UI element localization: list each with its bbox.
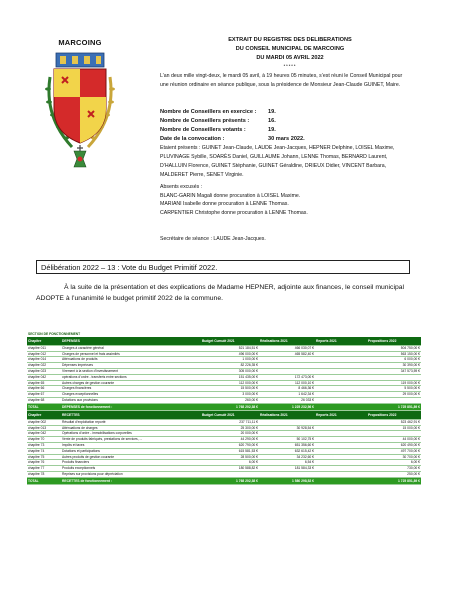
table-cell: chapitre 013 — [27, 425, 61, 431]
table-cell: Dotations aux provisions — [61, 397, 201, 403]
table-cell: 29 000,00 € — [367, 392, 421, 398]
table-cell: 8 466,36 € — [259, 386, 315, 392]
council-counts — [160, 108, 400, 144]
table-cell: 151 435,00 € — [201, 374, 259, 380]
document-header — [190, 36, 390, 68]
absent-item: BLANC-GARIN Magali donne procuration à LOISEL Maxime. — [160, 192, 301, 199]
table-cell: Propositions 2022 — [367, 337, 421, 346]
table-cell: 112 000,10 € — [259, 380, 315, 386]
table-cell — [315, 403, 367, 410]
table-cell: 6,54 € — [259, 460, 315, 466]
table-cell: 563 150,00 € — [367, 351, 421, 357]
count-row — [160, 135, 400, 144]
table-cell: Dotations et participations — [61, 448, 201, 454]
table-cell: Charges financières — [61, 386, 201, 392]
table-cell: 1 000,00 € — [201, 357, 259, 363]
header-line-1: EXTRAIT DU REGISTRE DES DELIBERATIONS — [228, 37, 352, 43]
revenues-header-row — [27, 410, 421, 419]
table-cell: chapitre 011 — [27, 345, 61, 351]
table-cell: RECETTES — [61, 410, 201, 419]
absent-item: MARIANI Isabelle donne procuration à LENNE Thomas. — [160, 201, 289, 207]
count-label: Nombre de Conseillers en exercice : — [160, 109, 257, 115]
table-cell: 172 473,00 € — [259, 374, 315, 380]
table-cell: chapitre 042 — [27, 431, 61, 437]
table-cell: 250,00 € — [367, 471, 421, 477]
absent-item: CARPENTIER Christophe donne procuration à LENNE Thomas. — [160, 209, 308, 216]
table-cell: chapitre 78 — [27, 471, 61, 477]
table-cell: Budget Cumulé 2021 — [201, 410, 259, 419]
table-cell: chapitre 002 — [27, 419, 61, 425]
intro-paragraph: L’an deux mille vingt-deux, le mardi 05 avril, à 19 heures 05 minutes, s’est réuni le Conseil Municipal pour une réunion ordinaire en séance publique, sous la présidence de Monsieur Jean-Claude GUINET, Maire. — [160, 73, 403, 88]
table-cell: 6,00 € — [367, 460, 421, 466]
table-cell: Produits financiers — [61, 460, 201, 466]
table-cell: Chapitre — [27, 410, 61, 419]
table-cell: 1 225 232,56 € — [259, 403, 315, 410]
count-value: 19. — [268, 109, 276, 115]
header-separator: ***** — [283, 63, 297, 68]
table-cell: DEPENSES de fonctionnement : — [61, 403, 201, 410]
table-cell: 44 290,00 € — [201, 437, 259, 443]
table-cell: Reports 2021 — [315, 337, 367, 346]
table-cell: 119 000,00 € — [367, 380, 421, 386]
table-cell: 26 033 € — [259, 397, 315, 403]
table-cell: Atténuations de charges — [61, 425, 201, 431]
table-cell: chapitre 74 — [27, 448, 61, 454]
count-row — [160, 117, 400, 126]
table-cell: 523 462,91 € — [367, 419, 421, 425]
table-cell: 620 490,00 € — [367, 442, 421, 448]
count-row — [160, 126, 400, 135]
coat-of-arms-image — [42, 47, 118, 171]
table-cell: 3 000,00 € — [201, 392, 259, 398]
table-cell: Charges de personnel et frais assimilés — [61, 351, 201, 357]
table-cell: chapitre 66 — [27, 386, 61, 392]
table-cell: 1 725 851,89 € — [367, 477, 421, 484]
table-cell: 28 500,00 € — [201, 454, 259, 460]
table-cell: Vente de produits fabriqués, prestations de services, ... — [61, 437, 201, 443]
table-cell: 181 584,33 € — [259, 466, 315, 472]
expenses-header-row — [27, 337, 421, 346]
table-cell: 1 642,34 € — [259, 392, 315, 398]
table-cell: 82 226,35 € — [201, 363, 259, 369]
budget-table-container — [27, 332, 421, 485]
table-cell: chapitre 042 — [27, 374, 61, 380]
table-cell: Charges à caractère général — [61, 345, 201, 351]
count-value: 30 mars 2022. — [268, 136, 305, 142]
table-cell: Reports 2021 — [315, 410, 367, 419]
revenues-total-row — [27, 477, 421, 484]
table-cell: DEPENSES — [61, 337, 201, 346]
table-cell: 25 300,00 € — [201, 425, 259, 431]
count-row — [160, 108, 400, 117]
table-cell: 347 573,59 € — [367, 368, 421, 374]
count-value: 19. — [268, 127, 276, 133]
table-cell: chapitre 023 — [27, 368, 61, 374]
session-secretary: Secrétaire de séance : LAUDE Jean-Jacques. — [160, 236, 266, 242]
table-cell: 632 615,42 € — [259, 448, 315, 454]
table-cell: Reprises sur provisions pour dépréciation — [61, 471, 201, 477]
absent-members — [160, 183, 406, 217]
table-cell: 1 580 298,52 € — [259, 477, 315, 484]
table-cell: 496 000,00 € — [201, 351, 259, 357]
table-cell: chapitre 75 — [27, 454, 61, 460]
logo-title: MARCOING — [58, 38, 102, 47]
table-cell: 260,00 € — [201, 397, 259, 403]
table-cell: 504 750,00 € — [367, 345, 421, 351]
table-cell: TOTAL — [27, 403, 61, 410]
table-cell: 30 390,00 € — [367, 363, 421, 369]
expenses-total-row — [27, 403, 421, 410]
table-cell — [315, 477, 367, 484]
table-cell: 30 700,00 € — [367, 454, 421, 460]
table-cell: Atténuations de produits — [61, 357, 201, 363]
absent-title: Absents excusés : — [160, 184, 203, 190]
table-cell: chapitre 012 — [27, 351, 61, 357]
table-cell: 521 184,51 € — [201, 345, 259, 351]
town-logo — [42, 38, 118, 174]
table-cell: chapitre 73 — [27, 442, 61, 448]
count-label: Nombre de Conseillers votants : — [160, 127, 246, 133]
table-cell: 50 102,75 € — [259, 437, 315, 443]
table-cell: 1 725 851,89 € — [367, 403, 421, 410]
table-cell: 620 790,00 € — [201, 442, 259, 448]
table-cell: chapitre 022 — [27, 363, 61, 369]
table-cell: 730,00 € — [367, 466, 421, 472]
table-cell: Impôts et taxes — [61, 442, 201, 448]
table-cell: chapitre 70 — [27, 437, 61, 443]
deliberation-body — [36, 282, 412, 304]
table-cell: 651 356,60 € — [259, 442, 315, 448]
table-cell: chapitre 014 — [27, 357, 61, 363]
table-cell: 305 000,00 € — [201, 368, 259, 374]
table-cell: 1 768 202,38 € — [201, 403, 259, 410]
body-paragraph: À la suite de la présentation et des explications de Madame HEPNER, adjointe aux finances, le conseil municipal ADOPTE à l’unanimité le budget primitif 2022 de la commune. — [36, 284, 405, 302]
table-cell: chapitre 77 — [27, 466, 61, 472]
count-label: Nombre de Conseillers présents : — [160, 118, 250, 124]
budget-table — [27, 332, 421, 485]
table-cell: 15 500,00 € — [201, 386, 259, 392]
table-cell: Autres produits de gestion courante — [61, 454, 201, 460]
table-cell: 5 500,00 € — [367, 386, 421, 392]
header-line-3: DU MARDI 05 AVRIL 2022 — [256, 55, 324, 61]
table-cell: 20 000,00 € — [201, 431, 259, 437]
count-value: 16. — [268, 118, 276, 124]
table-cell: 615 581,53 € — [201, 448, 259, 454]
table-cell: TOTAL — [27, 477, 61, 484]
table-cell: RECETTES de fonctionnement : — [61, 477, 201, 484]
table-cell: Chapitre — [27, 337, 61, 346]
header-line-2: DU CONSEIL MUNICIPAL DE MARCOING — [235, 46, 345, 52]
table-cell: Budget Cumulé 2021 — [201, 337, 259, 346]
table-cell: 497 700,00 € — [367, 448, 421, 454]
table-cell: 1 768 202,38 € — [201, 477, 259, 484]
table-cell: Propositions 2022 — [367, 410, 421, 419]
count-label: Date de la convocation : — [160, 136, 225, 142]
table-cell: 466 030,07 € — [259, 345, 315, 351]
table-cell: Autres charges de gestion courante — [61, 380, 201, 386]
deliberation-title: Délibération 2022 – 13 : Vote du Budget Primitif 2022. — [36, 260, 410, 274]
table-cell: Réalisations 2021 — [259, 337, 315, 346]
table-cell: opérations d’ordre - transferts entre sections — [61, 374, 201, 380]
table-cell: 15 000,00 € — [367, 425, 421, 431]
table-cell: 180 588,82 € — [201, 466, 259, 472]
table-cell: Opérations d’ordre - immobilisations corporelles — [61, 431, 201, 437]
table-cell: Résultat d’exploitation reporté — [61, 419, 201, 425]
present-members: Etaient présents : GUINET Jean-Claude, LAUDE Jean-Jacques, HEPNER Delphine, LOISEL Maxime, PLUVINAGE Sybille, SOARÈS Daniel, GUILLAUME Johann, LENNE Thomas, BERNARD Laurent, D’HALLUIN Florence, GUINET Stéphanie, GUINET Géraldine, DRIEUX Didier, VINCENT Barbara, MALDERET Pierre, SENET Virginie. — [160, 145, 395, 178]
table-cell: 30 928,54 € — [259, 425, 315, 431]
table-cell: Charges exceptionnelles — [61, 392, 201, 398]
table-cell: Produits exceptionnels — [61, 466, 201, 472]
table-cell: Réalisations 2021 — [259, 410, 315, 419]
table-cell: 6,00 € — [201, 460, 259, 466]
table-cell: 6 000,00 € — [367, 357, 421, 363]
table-cell: Dépenses imprévues — [61, 363, 201, 369]
table-cell: 34 232,60 € — [259, 454, 315, 460]
table-cell: 112 000,00 € — [201, 380, 259, 386]
table-cell: 465 582,40 € — [259, 351, 315, 357]
section-label: SECTION DE FONCTIONNEMENT — [28, 332, 81, 336]
table-cell: chapitre 76 — [27, 460, 61, 466]
table-cell: chapitre 65 — [27, 380, 61, 386]
table-cell: chapitre 67 — [27, 392, 61, 398]
table-cell: chapitre 68 — [27, 397, 61, 403]
table-cell: 44 000,00 € — [367, 437, 421, 443]
table-cell: Virement à la section d’investissement — [61, 368, 201, 374]
table-cell: 237 711,11 € — [201, 419, 259, 425]
